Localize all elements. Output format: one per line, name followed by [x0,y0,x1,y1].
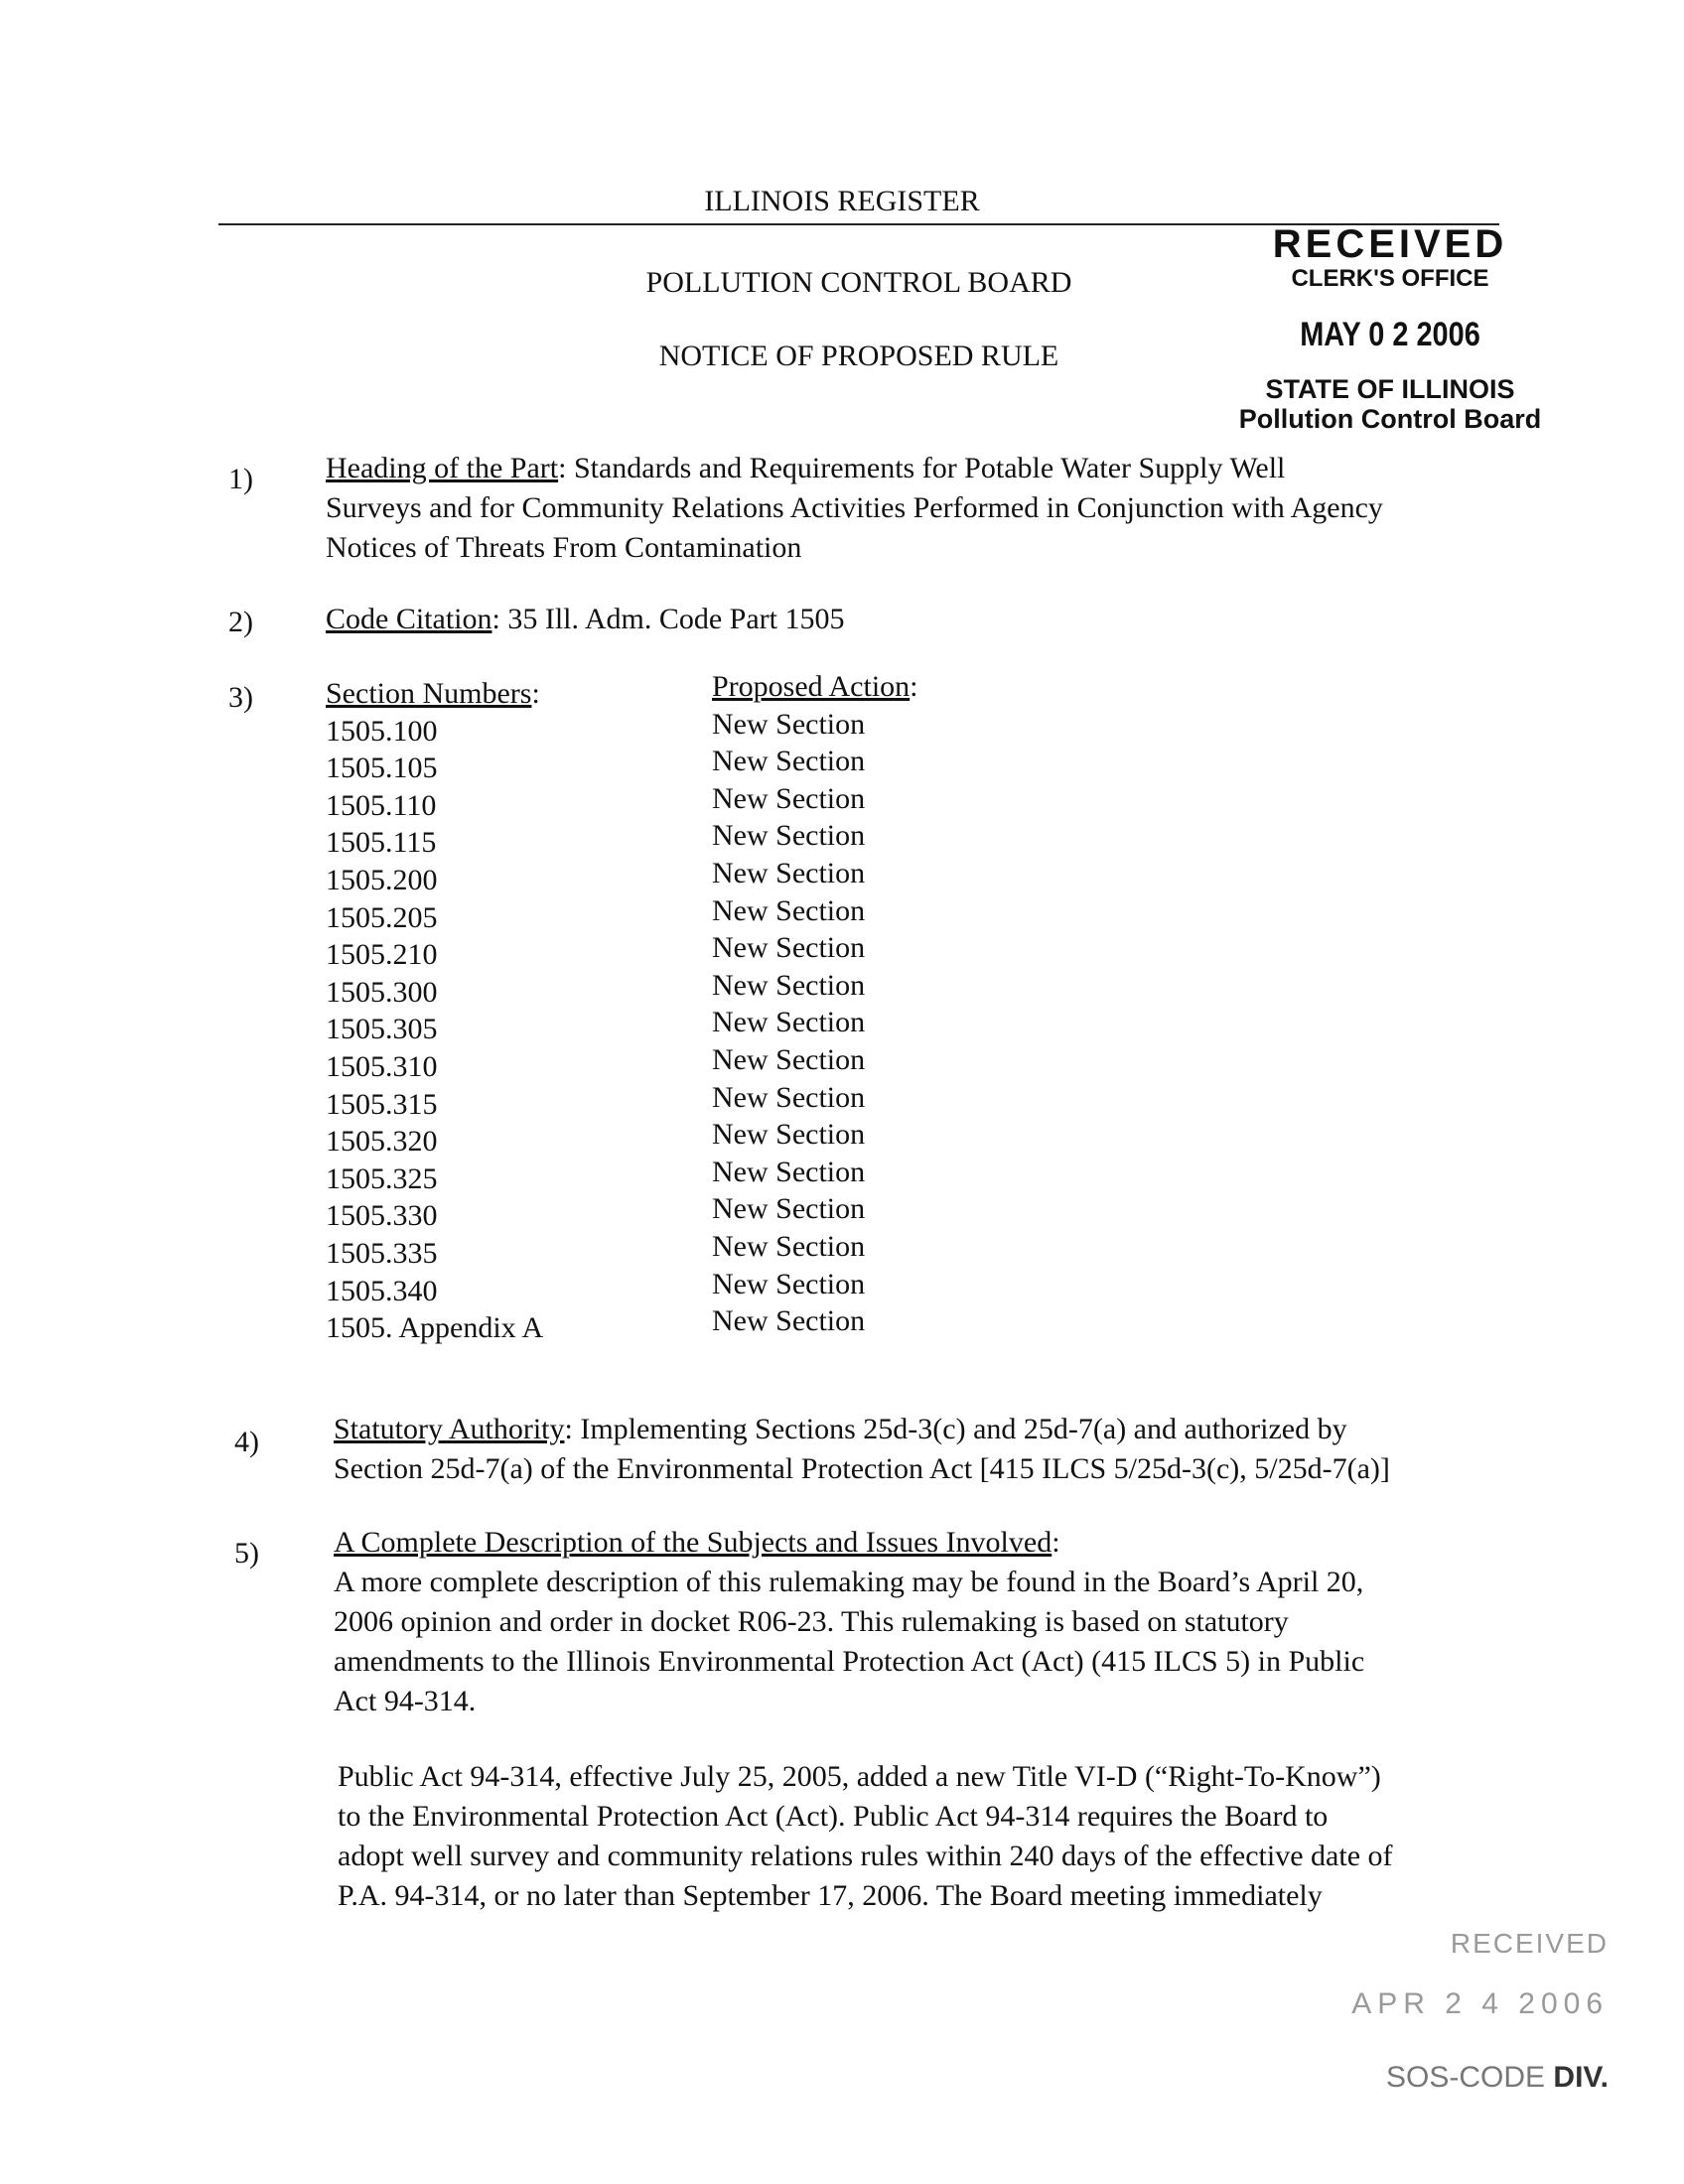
proposed-action: New Section [712,1304,866,1338]
section-number: 1505. Appendix A [326,1311,544,1345]
section-number: 1505.320 [326,1125,438,1159]
description-of-subjects: A Complete Description of the Subjects and Issues Involved: A more complete description of this rulemaking may be found in the Board’s April 20, 2006 opinion and order in docket R06-23. This rulemaking is based on statutory amendments to the Illinois Environmental Protection Act (Act) (415 ILCS 5) in Public Act 94-314. [334,1523,1364,1721]
proposed-action: New Section [712,1155,866,1188]
proposed-action-column: Proposed Action: New Section New Section New Section New Section New Section New Section New Section New Section New Section New Section New Section New Section New Section New Section New Section New Section New Section [712,668,918,1340]
section-numbers-column: Section Numbers: 1505.100 1505.105 1505.110 1505.115 1505.200 1505.205 1505.210 1505.300 1505.305 1505.310 1505.315 1505.320 1505.325 1505.330 1505.335 1505.340 1505. Appendix A [326,675,543,1347]
proposed-action: New Section [712,893,866,927]
item-number: 2) [228,606,253,638]
proposed-action: New Section [712,707,866,741]
item-text: 2006 opinion and order in docket R06-23. This rulemaking is based on statutory [334,1605,1289,1638]
item-text: A more complete description of this rulemaking may be found in the Board’s April 20, [334,1566,1364,1598]
section-numbers-header: Section Numbers [326,677,532,710]
proposed-action: New Section [712,968,866,1002]
proposed-action: New Section [712,856,866,889]
item-text: : Implementing Sections 25d-3(c) and 25d-7(a) and authorized by [564,1413,1347,1445]
item-label: Statutory Authority [334,1413,565,1445]
statutory-authority [334,1410,1390,1489]
stamp-office: CLERK'S OFFICE [1291,265,1489,292]
section-number: 1505.210 [326,938,438,972]
proposed-action: New Section [712,1042,866,1076]
proposed-action: New Section [712,1267,866,1300]
section-number: 1505.310 [326,1049,438,1083]
section-number: 1505.205 [326,900,438,934]
proposed-action: New Section [712,781,866,815]
section-number: 1505.305 [326,1013,438,1046]
sos-received-stamp [1350,1928,1609,2095]
section-number: 1505.325 [326,1161,438,1195]
proposed-action: New Section [712,1192,866,1226]
proposed-action: New Section [712,1080,866,1114]
item-label: Heading of the Part [326,452,559,484]
stamp2-received: RECEIVED [1450,1928,1609,1959]
item-label: Code Citation [326,603,492,635]
item-text: Public Act 94-314, effective July 25, 2005, added a new Title VI-D (“Right-To-Know”) [338,1760,1381,1793]
proposed-action: New Section [712,1229,866,1263]
section-number: 1505.300 [326,975,438,1009]
proposed-action: New Section [712,819,866,853]
item-text: P.A. 94-314, or no later than September 17, 2006. The Board meeting immediately [338,1879,1323,1912]
stamp2-division-suffix: DIV. [1553,2061,1609,2094]
stamp-received: RECEIVED [1272,222,1508,266]
item-text: Surveys and for Community Relations Activities Performed in Conjunction with Agency [326,491,1383,524]
heading-of-part [326,449,1383,568]
stamp-date: MAY 0 2 2006 [1300,316,1480,353]
received-stamp [1231,223,1549,434]
item-text: : 35 Ill. Adm. Code Part 1505 [491,603,845,635]
proposed-action: New Section [712,745,866,778]
proposed-action: New Section [712,1006,866,1039]
section-number: 1505.315 [326,1087,438,1121]
item-text: amendments to the Illinois Environmental Protection Act (Act) (415 ILCS 5) in Public [334,1645,1365,1678]
section-number: 1505.105 [326,751,438,785]
section-number: 1505.200 [326,863,438,896]
item-number: 5) [234,1537,259,1570]
stamp-board: Pollution Control Board [1238,404,1542,434]
proposed-action: New Section [712,931,866,965]
item-number: 4) [234,1426,259,1458]
stamp2-division: SOS-CODE [1386,2061,1546,2094]
section-number: 1505.340 [326,1274,438,1307]
item-text: Section 25d-7(a) of the Environmental Protection Act [415 ILCS 5/25d-3(c), 5/25d-7(a)] [334,1452,1390,1485]
section-number: 1505.330 [326,1199,438,1233]
section-number: 1505.115 [326,826,437,860]
stamp-state: STATE OF ILLINOIS [1265,374,1515,404]
item-text: Notices of Threats From Contamination [326,531,802,564]
code-citation [326,600,845,639]
item-text: adopt well survey and community relations rules within 240 days of the effective date of [338,1840,1393,1872]
section-number: 1505.335 [326,1236,438,1270]
register-title: ILLINOIS REGISTER [704,185,980,217]
board-name: POLLUTION CONTROL BOARD [645,266,1072,299]
item-text: to the Environmental Protection Act (Act). Public Act 94-314 requires the Board to [338,1800,1329,1833]
section-number: 1505.100 [326,714,438,748]
item-text: : Standards and Requirements for Potable Water Supply Well [558,452,1286,484]
item-number: 3) [228,681,253,714]
proposed-action-header: Proposed Action [712,670,911,703]
stamp2-date: APR 2 4 2006 [1351,1987,1609,2020]
item-number: 1) [228,463,253,495]
notice-type: NOTICE OF PROPOSED RULE [658,340,1059,372]
section-number: 1505.110 [326,788,437,822]
item-label: A Complete Description of the Subjects and Issues Involved [334,1526,1052,1559]
proposed-action: New Section [712,1118,866,1152]
description-paragraph-2 [338,1757,1393,1916]
item-text: Act 94-314. [334,1685,477,1717]
